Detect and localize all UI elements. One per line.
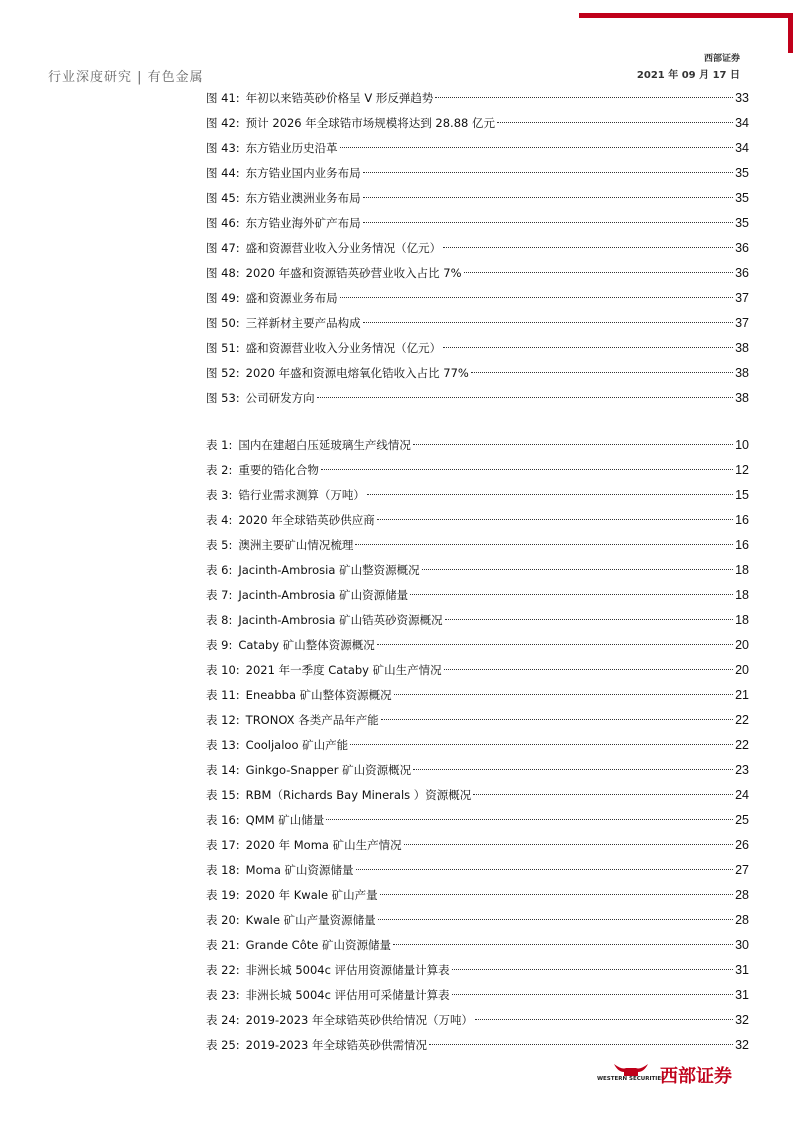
dot-leader (394, 694, 733, 695)
table-page-number: 10 (735, 438, 749, 452)
figure-index (206, 86, 749, 411)
figure-entry[interactable] (206, 136, 749, 161)
table-title: 2020 年全球锆英砂供应商 (238, 513, 375, 527)
table-label: 表 13: (206, 738, 240, 752)
table-label: 表 9: (206, 638, 233, 652)
table-label: 表 12: (206, 713, 240, 727)
logo-mark-text: WESTERN SECURITIES (596, 1076, 666, 1082)
dot-leader (471, 372, 733, 373)
header-accent-bar-vertical (788, 13, 793, 53)
figure-page-number: 38 (735, 341, 749, 355)
table-page-number: 24 (735, 788, 749, 802)
table-page-number: 20 (735, 663, 749, 677)
figure-title: 2020 年盛和资源电熔氧化锆收入占比 77% (245, 366, 469, 380)
table-page-number: 30 (735, 938, 749, 952)
figure-title: 盛和资源业务布局 (245, 291, 338, 305)
dot-leader (363, 222, 733, 223)
dot-leader (422, 569, 734, 570)
figure-page-number: 35 (735, 191, 749, 205)
table-label: 表 2: (206, 463, 233, 477)
table-label: 表 6: (206, 563, 233, 577)
table-label: 表 19: (206, 888, 240, 902)
table-title: 2019-2023 年全球锆英砂供给情况（万吨） (245, 1013, 474, 1027)
figure-entry[interactable] (206, 386, 749, 411)
dot-leader (321, 469, 733, 470)
dot-leader (497, 122, 733, 123)
figure-entry[interactable] (206, 286, 749, 311)
table-title: 2020 年 Kwale 矿山产量 (245, 888, 378, 902)
table-page-number: 22 (735, 738, 749, 752)
table-entry[interactable] (206, 1033, 749, 1058)
table-label: 表 18: (206, 863, 240, 877)
table-title: 2020 年 Moma 矿山生产情况 (245, 838, 402, 852)
dot-leader (475, 1019, 733, 1020)
dot-leader (452, 969, 734, 970)
figure-page-number: 35 (735, 216, 749, 230)
dot-leader (363, 197, 733, 198)
header-accent-bar (579, 13, 793, 18)
figure-label: 图 44: (206, 166, 240, 180)
table-title: Kwale 矿山产量资源储量 (245, 913, 376, 927)
bull-logo-icon (596, 1062, 666, 1084)
dot-leader (380, 894, 733, 895)
table-label: 表 15: (206, 788, 240, 802)
dot-leader (413, 769, 733, 770)
table-title: Jacinth-Ambrosia 矿山资源储量 (238, 588, 409, 602)
figure-page-number: 38 (735, 391, 749, 405)
table-page-number: 12 (735, 463, 749, 477)
table-entry[interactable] (206, 783, 749, 808)
table-entry[interactable] (206, 933, 749, 958)
table-title: TRONOX 各类产品年产能 (245, 713, 379, 727)
figure-title: 2020 年盛和资源锆英砂营业收入占比 7% (245, 266, 462, 280)
dot-leader (356, 869, 734, 870)
table-title: 非洲长城 5004c 评估用可采储量计算表 (245, 988, 450, 1002)
table-page-number: 15 (735, 488, 749, 502)
table-page-number: 32 (735, 1013, 749, 1027)
table-entry[interactable] (206, 983, 749, 1008)
dot-leader (363, 322, 733, 323)
dot-leader (473, 794, 733, 795)
dot-leader (377, 644, 733, 645)
dot-leader (443, 347, 733, 348)
table-entry[interactable] (206, 883, 749, 908)
figure-entry[interactable] (206, 161, 749, 186)
table-title: 锆行业需求测算（万吨） (238, 488, 365, 502)
table-entry[interactable] (206, 908, 749, 933)
table-index (206, 433, 749, 1058)
table-page-number: 23 (735, 763, 749, 777)
dot-leader (340, 297, 733, 298)
table-label: 表 1: (206, 438, 233, 452)
table-entry[interactable] (206, 858, 749, 883)
figure-entry[interactable] (206, 311, 749, 336)
figure-page-number: 38 (735, 366, 749, 380)
table-title: 国内在建超白压延玻璃生产线情况 (238, 438, 411, 452)
figure-entry[interactable] (206, 361, 749, 386)
table-title: 非洲长城 5004c 评估用资源储量计算表 (245, 963, 450, 977)
table-entry[interactable] (206, 458, 749, 483)
table-page-number: 18 (735, 588, 749, 602)
table-title: Cataby 矿山整体资源概况 (238, 638, 375, 652)
table-title: RBM（Richards Bay Minerals ）资源概况 (245, 788, 472, 802)
figure-title: 东方锆业海外矿产布局 (245, 216, 361, 230)
figure-label: 图 48: (206, 266, 240, 280)
figure-entry[interactable] (206, 86, 749, 111)
table-page-number: 28 (735, 888, 749, 902)
table-entry[interactable] (206, 583, 749, 608)
table-page-number: 16 (735, 513, 749, 527)
table-title: Jacinth-Ambrosia 矿山整资源概况 (238, 563, 420, 577)
table-label: 表 25: (206, 1038, 240, 1052)
figure-page-number: 36 (735, 266, 749, 280)
figure-label: 图 47: (206, 241, 240, 255)
company-name: 西部证券 (703, 54, 740, 64)
dot-leader (381, 719, 733, 720)
table-label: 表 21: (206, 938, 240, 952)
table-title: Cooljaloo 矿山产能 (245, 738, 349, 752)
figure-title: 盛和资源营业收入分业务情况（亿元） (245, 341, 442, 355)
table-entry[interactable] (206, 558, 749, 583)
table-title: Jacinth-Ambrosia 矿山锆英砂资源概况 (238, 613, 443, 627)
table-entry[interactable] (206, 708, 749, 733)
figure-page-number: 33 (735, 91, 749, 105)
dot-leader (410, 594, 733, 595)
table-entry[interactable] (206, 533, 749, 558)
table-page-number: 32 (735, 1038, 749, 1052)
figure-page-number: 34 (735, 116, 749, 130)
table-label: 表 22: (206, 963, 240, 977)
dot-leader (350, 744, 733, 745)
figure-title: 东方锆业历史沿革 (245, 141, 338, 155)
figure-entry[interactable] (206, 236, 749, 261)
table-title: Grande Côte 矿山资源储量 (245, 938, 391, 952)
table-label: 表 20: (206, 913, 240, 927)
figure-title: 盛和资源营业收入分业务情况（亿元） (245, 241, 442, 255)
table-title: Ginkgo-Snapper 矿山资源概况 (245, 763, 412, 777)
table-label: 表 11: (206, 688, 240, 702)
table-entry[interactable] (206, 1008, 749, 1033)
dot-leader (444, 669, 733, 670)
dot-leader (340, 147, 733, 148)
figure-entry[interactable] (206, 336, 749, 361)
dot-leader (404, 844, 733, 845)
table-page-number: 27 (735, 863, 749, 877)
figure-page-number: 35 (735, 166, 749, 180)
table-label: 表 3: (206, 488, 233, 502)
table-title: 重要的锆化合物 (238, 463, 319, 477)
table-entry[interactable] (206, 733, 749, 758)
table-label: 表 7: (206, 588, 233, 602)
dot-leader (363, 172, 733, 173)
dot-leader (367, 494, 733, 495)
table-page-number: 16 (735, 538, 749, 552)
dot-leader (452, 994, 734, 995)
figure-label: 图 46: (206, 216, 240, 230)
figure-label: 图 41: (206, 91, 240, 105)
figure-page-number: 37 (735, 316, 749, 330)
table-entry[interactable] (206, 758, 749, 783)
table-page-number: 28 (735, 913, 749, 927)
table-entry[interactable] (206, 508, 749, 533)
table-entry[interactable] (206, 958, 749, 983)
table-page-number: 31 (735, 963, 749, 977)
dot-leader (378, 919, 734, 920)
table-page-number: 31 (735, 988, 749, 1002)
table-entry[interactable] (206, 658, 749, 683)
report-category: 行业深度研究 | 有色金属 (48, 70, 204, 85)
dot-leader (464, 272, 734, 273)
table-page-number: 20 (735, 638, 749, 652)
table-entry[interactable] (206, 433, 749, 458)
figure-label: 图 53: (206, 391, 240, 405)
table-label: 表 23: (206, 988, 240, 1002)
table-page-number: 18 (735, 563, 749, 577)
logo-text: 西部证券 (660, 1066, 732, 1087)
figure-label: 图 50: (206, 316, 240, 330)
table-title: QMM 矿山储量 (245, 813, 325, 827)
table-title: Moma 矿山资源储量 (245, 863, 354, 877)
table-label: 表 16: (206, 813, 240, 827)
figure-page-number: 37 (735, 291, 749, 305)
figure-label: 图 52: (206, 366, 240, 380)
table-title: 澳洲主要矿山情况梳理 (238, 538, 354, 552)
company-logo (596, 1062, 748, 1087)
dot-leader (435, 97, 733, 98)
dot-leader (429, 1044, 733, 1045)
figure-label: 图 45: (206, 191, 240, 205)
dot-leader (355, 544, 733, 545)
figure-entry[interactable] (206, 111, 749, 136)
figure-page-number: 34 (735, 141, 749, 155)
figure-title: 东方锆业澳洲业务布局 (245, 191, 361, 205)
table-entry[interactable] (206, 808, 749, 833)
table-title: 2021 年一季度 Cataby 矿山生产情况 (245, 663, 442, 677)
figure-entry[interactable] (206, 211, 749, 236)
table-page-number: 21 (735, 688, 749, 702)
table-entry[interactable] (206, 608, 749, 633)
table-title: 2019-2023 年全球锆英砂供需情况 (245, 1038, 428, 1052)
figure-label: 图 43: (206, 141, 240, 155)
figure-title: 东方锆业国内业务布局 (245, 166, 361, 180)
table-label: 表 14: (206, 763, 240, 777)
figure-title: 年初以来锆英砂价格呈 V 形反弹趋势 (245, 91, 434, 105)
table-label: 表 24: (206, 1013, 240, 1027)
figure-title: 公司研发方向 (245, 391, 315, 405)
table-label: 表 5: (206, 538, 233, 552)
dot-leader (443, 247, 733, 248)
table-page-number: 18 (735, 613, 749, 627)
table-label: 表 17: (206, 838, 240, 852)
table-entry[interactable] (206, 683, 749, 708)
figure-title: 三祥新材主要产品构成 (245, 316, 361, 330)
dot-leader (326, 819, 733, 820)
table-label: 表 10: (206, 663, 240, 677)
dot-leader (317, 397, 733, 398)
table-label: 表 4: (206, 513, 233, 527)
table-page-number: 25 (735, 813, 749, 827)
dot-leader (377, 519, 733, 520)
dot-leader (393, 944, 733, 945)
report-date: 2021 年 09 月 17 日 (636, 70, 740, 81)
dot-leader (445, 619, 734, 620)
table-label: 表 8: (206, 613, 233, 627)
table-entry[interactable] (206, 833, 749, 858)
figure-label: 图 42: (206, 116, 240, 130)
figure-entry[interactable] (206, 186, 749, 211)
dot-leader (413, 444, 733, 445)
figure-label: 图 51: (206, 341, 240, 355)
table-page-number: 22 (735, 713, 749, 727)
table-entry[interactable] (206, 483, 749, 508)
table-entry[interactable] (206, 633, 749, 658)
table-page-number: 26 (735, 838, 749, 852)
figure-label: 图 49: (206, 291, 240, 305)
figure-entry[interactable] (206, 261, 749, 286)
table-title: Eneabba 矿山整体资源概况 (245, 688, 392, 702)
figure-page-number: 36 (735, 241, 749, 255)
figure-title: 预计 2026 年全球锆市场规模将达到 28.88 亿元 (245, 116, 495, 130)
